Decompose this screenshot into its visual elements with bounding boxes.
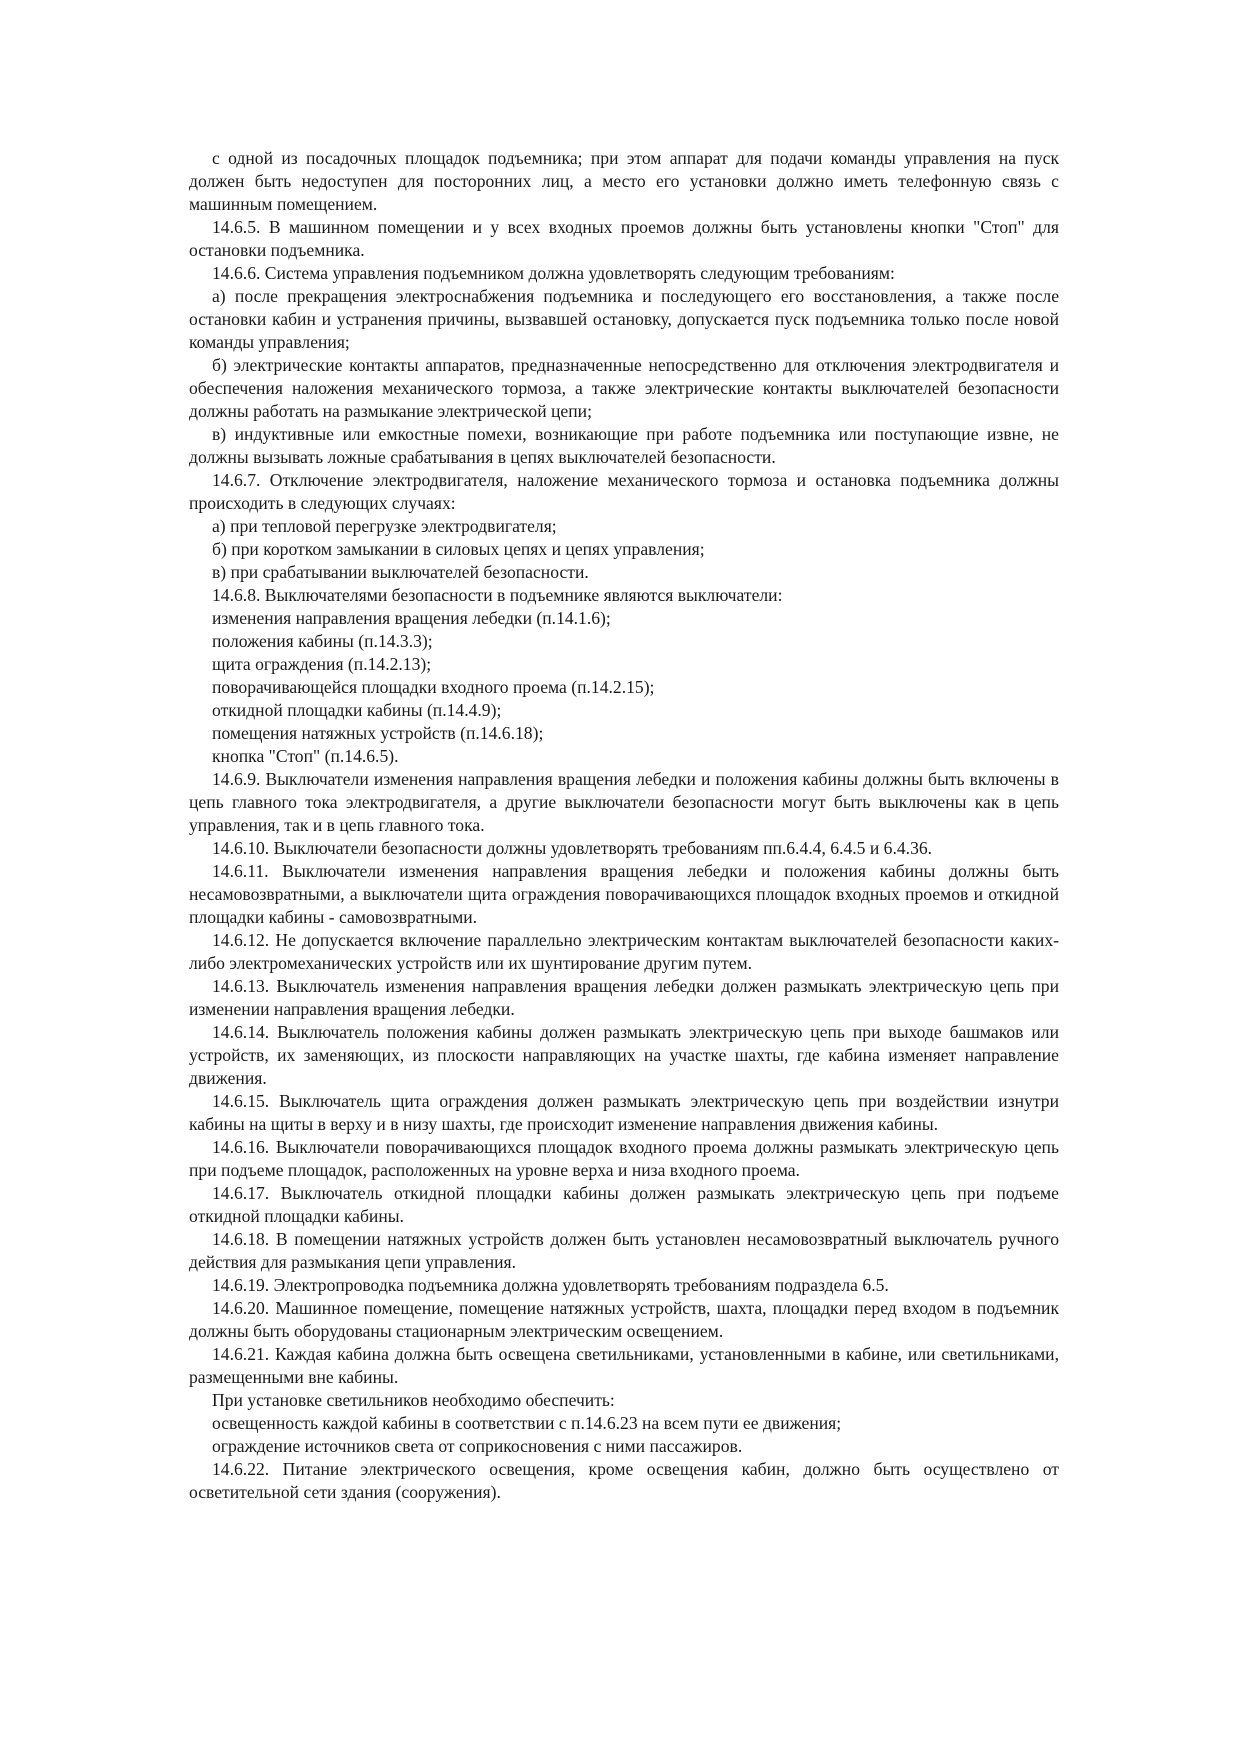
paragraph: 14.6.7. Отключение электродвигателя, наложение механического тормоза и остановка подъемника должны происходить в следующих случаях:	[189, 470, 1059, 513]
document-page	[189, 147, 1059, 1504]
paragraph: 14.6.19. Электропроводка подъемника должна удовлетворять требованиям подраздела 6.5.	[212, 1275, 889, 1295]
paragraph: 14.6.17. Выключатель откидной площадки кабины должен размыкать электрическую цепь при подъеме откидной площадки кабины.	[189, 1183, 1059, 1226]
paragraph: с одной из посадочных площадок подъемника; при этом аппарат для подачи команды управления на пуск должен быть недоступен для посторонних лиц, а место его установки должно иметь телефонную связь с машинным помещением.	[189, 148, 1059, 214]
paragraph: положения кабины (п.14.3.3);	[212, 631, 433, 651]
paragraph: изменения направления вращения лебедки (п.14.1.6);	[212, 608, 611, 628]
paragraph: б) электрические контакты аппаратов, предназначенные непосредственно для отключения электродвигателя и обеспечения наложения механического тормоза, а также электрические контакты выключателей безопасности должны работать на размыкание электрической цепи;	[189, 355, 1059, 421]
paragraph: При установке светильников необходимо обеспечить:	[212, 1390, 615, 1410]
paragraph: 14.6.21. Каждая кабина должна быть освещена светильниками, установленными в кабине, или светильниками, размещенными вне кабины.	[189, 1344, 1059, 1387]
paragraph: 14.6.13. Выключатель изменения направления вращения лебедки должен размыкать электрическую цепь при изменении направления вращения лебедки.	[189, 976, 1059, 1019]
paragraph: 14.6.14. Выключатель положения кабины должен размыкать электрическую цепь при выходе башмаков или устройств, их заменяющих, из плоскости направляющих на участке шахты, где кабина изменяет направление движения.	[189, 1022, 1059, 1088]
paragraph: кнопка "Стоп" (п.14.6.5).	[212, 746, 399, 766]
paragraph: 14.6.6. Система управления подъемником должна удовлетворять следующим требованиям:	[212, 263, 895, 283]
paragraph: освещенность каждой кабины в соответствии с п.14.6.23 на всем пути ее движения;	[212, 1413, 842, 1433]
paragraph: откидной площадки кабины (п.14.4.9);	[212, 700, 502, 720]
paragraph: 14.6.9. Выключатели изменения направления вращения лебедки и положения кабины должны быть включены в цепь главного тока электродвигателя, а другие выключатели безопасности могут быть выключены как в цепь управления, так и в цепь главного тока.	[189, 769, 1059, 835]
paragraph: 14.6.18. В помещении натяжных устройств должен быть установлен несамовозвратный выключатель ручного действия для размыкания цепи управления.	[189, 1229, 1059, 1272]
paragraph: 14.6.10. Выключатели безопасности должны удовлетворять требованиям пп.6.4.4, 6.4.5 и 6.4.36.	[212, 838, 933, 858]
paragraph: поворачивающейся площадки входного проема (п.14.2.15);	[212, 677, 655, 697]
paragraph: 14.6.12. Не допускается включение параллельно электрическим контактам выключателей безопасности каких-либо электромеханических устройств или их шунтирование другим путем.	[189, 930, 1059, 973]
paragraph: ограждение источников света от соприкосновения с ними пассажиров.	[212, 1436, 743, 1456]
paragraph: 14.6.8. Выключателями безопасности в подъемнике являются выключатели:	[212, 585, 783, 605]
paragraph: в) при срабатывании выключателей безопасности.	[212, 562, 589, 582]
paragraph: 14.6.15. Выключатель щита ограждения должен размыкать электрическую цепь при воздействии изнутри кабины на щиты в верху и в низу шахты, где происходит изменение направления движения кабины.	[189, 1091, 1059, 1134]
paragraph: 14.6.16. Выключатели поворачивающихся площадок входного проема должны размыкать электрическую цепь при подъеме площадок, расположенных на уровне верха и низа входного проема.	[189, 1137, 1059, 1180]
paragraph: а) после прекращения электроснабжения подъемника и последующего его восстановления, а также после остановки кабин и устранения причины, вызвавшей остановку, допускается пуск подъемника только после новой команды управления;	[189, 286, 1059, 352]
paragraph: 14.6.5. В машинном помещении и у всех входных проемов должны быть установлены кнопки "Стоп" для остановки подъемника.	[189, 217, 1059, 260]
paragraph: 14.6.22. Питание электрического освещения, кроме освещения кабин, должно быть осуществлено от осветительной сети здания (сооружения).	[189, 1459, 1059, 1502]
paragraph: а) при тепловой перегрузке электродвигателя;	[212, 516, 557, 536]
paragraph: в) индуктивные или емкостные помехи, возникающие при работе подъемника или поступающие извне, не должны вызывать ложные срабатывания в цепях выключателей безопасности.	[189, 424, 1059, 467]
paragraph: 14.6.11. Выключатели изменения направления вращения лебедки и положения кабины должны быть несамовозвратными, а выключатели щита ограждения поворачивающихся площадок входных проемов и откидной площадки кабины - самовозвратными.	[189, 861, 1059, 927]
paragraph: б) при коротком замыкании в силовых цепях и цепях управления;	[212, 539, 705, 559]
paragraph: щита ограждения (п.14.2.13);	[212, 654, 432, 674]
paragraph: 14.6.20. Машинное помещение, помещение натяжных устройств, шахта, площадки перед входом в подъемник должны быть оборудованы стационарным электрическим освещением.	[189, 1298, 1059, 1341]
paragraph: помещения натяжных устройств (п.14.6.18);	[212, 723, 544, 743]
